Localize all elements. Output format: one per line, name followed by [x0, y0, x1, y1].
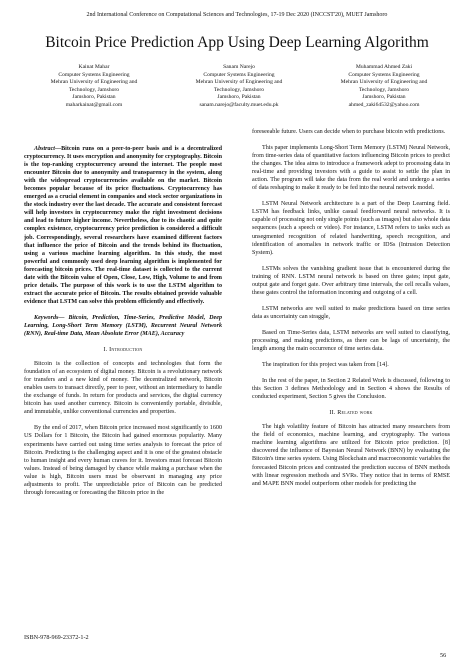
author-email: sanam.narejo@faculty.muet.edu.pk	[199, 101, 279, 108]
paper-title: Bitcoin Price Prediction App Using Deep Learning Algorithm	[45, 34, 429, 51]
abstract-label: Abstract	[34, 146, 55, 152]
keywords	[24, 314, 222, 338]
conference-header: 2nd International Conference on Computational Sciences and Technologies, 17-19 Dec 2020 (INCCST'20), MUET Jamshoro	[86, 12, 388, 18]
author-univ-2: Technology, Jamshoro	[68, 86, 120, 93]
intro-paragraph-1: Bitcoin is the collection of concepts and technologies that form the foundation of an ecosystem of digital money. Bitcoin is a revolutionary network for transfers and a new kind of money. The decentralized network, Bitcoin enables users to transact directly, peer to peer, without an intermediary to handle the exchange of funds. In return for products and services, the digital currency bitcoin has used another currency. Bitcoin is conveniently portable, divisible, and immutable, unlike conventional currencies and properties.	[24, 361, 222, 416]
section-numeral: I.	[103, 347, 108, 354]
footer-isbn: ISBN-978-969-23372-1-2	[24, 634, 89, 641]
right-paragraph-4: LSTM networks are well suited to make predictions based on time series data as uncertainty can straggle,	[252, 305, 450, 320]
author-city: Jamshoro, Pakistan	[362, 94, 406, 101]
section-numeral: II.	[329, 410, 336, 417]
keywords-text: — Bitcoin, Prediction, Time-Series, Predictive Model, Deep Learning, Long-Short Term Memory (LSTM), Recurrent Neural Network (RNN), Real-time Data, Mean Absolute Error (MAE), Accuracy	[24, 314, 222, 338]
author-dept: Computer Systems Engineering	[58, 71, 130, 78]
author-univ-2: Technology, Jamshoro	[213, 86, 265, 93]
keywords-label: Keywords	[34, 314, 59, 321]
intro-paragraph-2: By the end of 2017, when Bitcoin price increased most significantly to 1600 US Dollars for 1 Bitcoin, the Bitcoin had gained enormous popularity. Many experiments have carried out using time series analysis to forecast the price of Bitcoin. Predicting is the challenging aspect and it is one of the greatest obstacle to human insight and every human craves for it. Investors must forecast Bitcoin values. Instead of being damaged by chance while making a purchase when the value is high, Bitcoin users must be observant in managing any price adjustments to profit. The unpredictable price of Bitcoin can be predicted through forecasting or forecasting the Bitcoin price in the	[24, 425, 222, 496]
author-2	[169, 64, 309, 126]
author-1	[24, 64, 164, 126]
section-heading-introduction	[24, 346, 222, 354]
author-city: Jamshoro, Pakistan	[217, 94, 261, 101]
right-paragraph-6: The inspiration for this project was taken from [14].	[262, 362, 389, 369]
right-paragraph-3: LSTMs solves the vanishing gradient issue that is encountered during the training of RNN. LSTM neural network is based on three gates; input gate, output gate and forget gate. Over arbitrary time intervals, the cell recalls values, these gates control the information incoming and outgoing of a cell.	[252, 265, 450, 296]
author-name: Kainat Mahar	[78, 64, 110, 70]
right-paragraph-2: LSTM Neural Network architecture is a part of the Deep Learning field. LSTM has feedback links, unlike casual feedforward neural networks. It is capable of processing not only single points (such as images) but also whole data sequences (such a speech or video). For instance, LSTM refers to tasks such as unsegmented recognition of related handwriting, speech recognition, and identification of anomalies in network traffic or IDSs (Intrusion Detection System).	[252, 201, 450, 256]
author-univ: Mehran University of Engineering and	[50, 79, 138, 86]
author-city: Jamshoro, Pakistan	[72, 94, 116, 101]
author-name: Sanam Narejo	[223, 64, 255, 70]
author-univ-2: Technology, Jamshoro	[358, 86, 410, 93]
right-paragraph-0: foreseeable future. Users can decide when to purchase bitcoin with predictions.	[252, 129, 446, 135]
page-number: 56	[440, 652, 447, 659]
author-3	[314, 64, 454, 126]
related-work-paragraph: The high volatility feature of Bitcoin has attracted many researchers from the field of economics, machine learning, and cryptography. The various machine learning algorithms are utilized for Bitcoin price prediction. [8] discovered the influence of Bayesian Neural Network (BNN) by evaluating the Bitcoin's time series system. Using Blockchain and macroeconomic variables the forecasted Bitcoin prices and contrasted the prediction success of BNN methods with linear regression methods and SVRs. They notice that in terms of RMSE and MAPE BNN model outperform other models for predicting the	[252, 424, 450, 487]
section-title: Introduction	[109, 347, 143, 354]
author-name: Muhammad Ahmed Zaki	[355, 64, 413, 70]
author-email: ahmed_zaki64532@yahoo.com	[348, 101, 420, 108]
right-paragraph-1: This paper implements Long-Short Term Memory (LSTM) Neural Network, from time-series data of quantitative factors influencing Bitcoin prices to predict the changes. The idea aims to introduce a framework adept to processing data in real-time and providing investors with a guide to assist to settle the plan in action. The program will take the data from the real world and undergo a series of data reshaping to make it ready to be fed into the neural network model.	[252, 145, 450, 192]
right-paragraph-7: In the rest of the paper, in Section 2 Related Work is discussed, following to this Section 3 defines Methodology and in Section 4 shows the Results of conducted experiment, Section 5 gives the Conclusion.	[252, 378, 450, 401]
right-paragraph-5: Based on Time-Series data, LSTM networks are well suited to classifying, processing, and making predictions, as there can be lags of uncertainty, the length among the main occurrence of time series data.	[252, 329, 450, 353]
section-title: Related work	[337, 410, 373, 417]
right-column	[252, 128, 450, 640]
abstract-text: —Bitcoin runs on a peer-to-peer basis and is a decentralized cryptocurrency. It uses encryption and anonymity for cryptography. Bitcoin is the top-ranking cryptocurrency around the internet. The people most encounter Bitcoin due to anonymity and transparency in the system, along with the widespread cryptocurrencies available on the market. Bitcoin becomes popular because of its price fluctuations. Cryptocurrency has emerged as a crucial element in companies and stock sector organizations in the stock industry over the last decade. The accurate and consistent forecast will help investors in cryptocurrency make the right investment decisions and lead to future higher income. Nevertheless, due to its chaotic and quite complex existence, cryptocurrency price prediction is considered a difficult job. Correspondingly, several researchers have examined different factors that influence the price of Bitcoin and the trends behind its fluctuation, using a various machine learning algorithm. In this study, the most powerful and commonly used deep learning algorithm is implemented for forecasting bitcoin prices. The real-time dataset is collected to the current date with the Bitcoin value of Open, Close, Low, High, Volume to and from price details. The purpose of this work is to use the LSTM algorithm to extract the accurate price of Bitcoin. The results obtained provide valuable evidence that LSTM can solve this problem efficiently and effectively.	[24, 146, 222, 305]
author-dept: Computer Systems Engineering	[203, 71, 275, 78]
abstract	[24, 145, 222, 306]
author-univ: Mehran University of Engineering and	[195, 79, 283, 86]
author-block	[24, 64, 454, 126]
author-dept: Computer Systems Engineering	[348, 71, 420, 78]
author-univ: Mehran University of Engineering and	[340, 79, 428, 86]
author-email: maharkainat@gmail.com	[65, 101, 123, 108]
left-column	[24, 145, 222, 615]
section-heading-related-work	[252, 409, 450, 417]
